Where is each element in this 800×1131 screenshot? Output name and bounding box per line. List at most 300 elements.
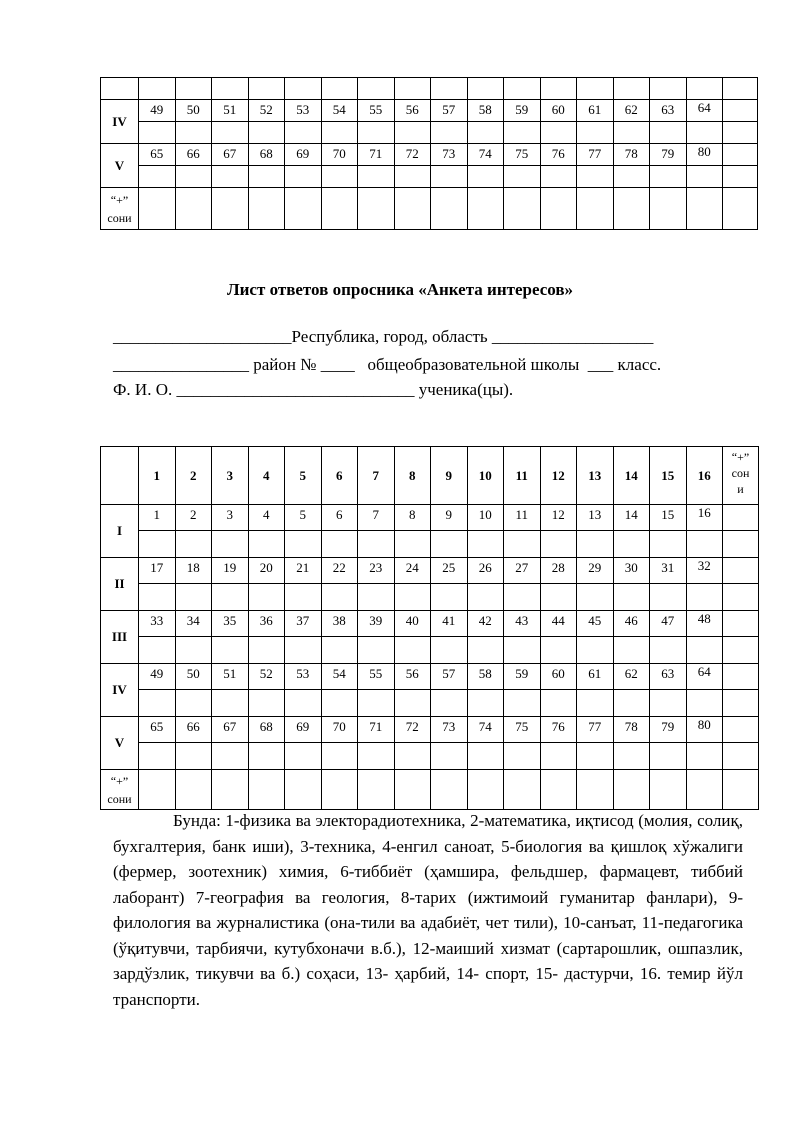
answer-cell[interactable] (613, 166, 650, 188)
answer-cell[interactable] (321, 166, 358, 188)
plus-count-cell[interactable] (248, 188, 285, 230)
answer-cell[interactable] (431, 690, 468, 717)
answer-cell[interactable] (139, 690, 176, 717)
question-number-cell: 39 (358, 611, 395, 637)
question-number-cell: 74 (467, 144, 504, 166)
corner-cell (101, 447, 139, 505)
answer-cell[interactable] (613, 122, 650, 144)
answer-cell[interactable] (212, 122, 249, 144)
answer-cell[interactable] (212, 690, 249, 717)
answer-cell[interactable] (540, 690, 577, 717)
answer-cell[interactable] (212, 637, 249, 664)
answer-cell[interactable] (394, 637, 431, 664)
question-number-cell: 73 (431, 144, 468, 166)
answer-cell[interactable] (321, 122, 358, 144)
question-number-cell: 62 (613, 664, 650, 690)
question-number-cell: 25 (431, 558, 468, 584)
question-number-cell: 31 (650, 558, 687, 584)
answer-cell[interactable] (504, 584, 541, 611)
sum-header-line2: сон (731, 466, 750, 480)
plus-count-cell[interactable] (248, 770, 285, 810)
plus-count-cell[interactable] (358, 770, 395, 810)
answer-cell[interactable] (175, 690, 212, 717)
plus-count-cell[interactable] (467, 770, 504, 810)
plus-count-cell[interactable] (650, 188, 687, 230)
column-header: 5 (285, 447, 322, 505)
row-sum-cell[interactable] (723, 144, 758, 166)
row-label: III (101, 611, 139, 664)
answer-cell[interactable] (686, 531, 723, 558)
plus-count-cell[interactable] (321, 770, 358, 810)
answer-cell[interactable] (723, 743, 759, 770)
answer-cell[interactable] (686, 637, 723, 664)
question-number-cell: 61 (577, 664, 614, 690)
answer-cell[interactable] (577, 122, 614, 144)
question-number-cell: 27 (504, 558, 541, 584)
question-number-cell: 78 (613, 144, 650, 166)
column-header: 13 (577, 447, 614, 505)
question-number-cell: 67 (212, 144, 249, 166)
question-number-cell: 58 (467, 664, 504, 690)
answer-cell[interactable] (248, 584, 285, 611)
plus-count-cell[interactable] (613, 770, 650, 810)
question-number-cell: 4 (248, 505, 285, 531)
answer-row (101, 531, 759, 558)
plus-count-cell[interactable] (139, 770, 176, 810)
answer-cell[interactable] (321, 743, 358, 770)
question-number-cell: 65 (139, 144, 176, 166)
column-header: 6 (321, 447, 358, 505)
sum-column-header (723, 447, 759, 505)
plus-count-cell[interactable] (540, 188, 577, 230)
question-number-cell: 56 (394, 100, 431, 122)
answer-cell[interactable] (321, 637, 358, 664)
answer-row (101, 743, 759, 770)
question-number-cell: 12 (540, 505, 577, 531)
question-number-cell: 69 (285, 717, 322, 743)
answer-cell[interactable] (175, 166, 212, 188)
answer-row (101, 122, 758, 144)
answer-cell[interactable] (139, 743, 176, 770)
answer-cell[interactable] (248, 690, 285, 717)
plus-count-cell[interactable] (467, 188, 504, 230)
row-sum-cell[interactable] (723, 611, 759, 637)
question-number-cell: 13 (577, 505, 614, 531)
question-number-cell: 14 (613, 505, 650, 531)
answer-cell[interactable] (504, 743, 541, 770)
question-number-cell: 61 (577, 100, 614, 122)
answer-cell[interactable] (686, 584, 723, 611)
answer-cell[interactable] (358, 166, 395, 188)
page-title: Лист ответов опросника «Анкета интересов» (226, 280, 574, 299)
question-number-cell: 72 (394, 717, 431, 743)
answer-cell[interactable] (321, 584, 358, 611)
row-label: V (101, 144, 139, 188)
question-number-cell: 49 (139, 100, 176, 122)
answer-cell[interactable] (248, 122, 285, 144)
answer-cell[interactable] (467, 166, 504, 188)
question-number-cell: 42 (467, 611, 504, 637)
main-answer-table (100, 446, 759, 810)
question-number-cell: 50 (175, 664, 212, 690)
plus-count-row (101, 770, 759, 810)
question-number-cell: 44 (540, 611, 577, 637)
answer-cell[interactable] (723, 122, 758, 144)
form-line-name: Ф. И. О. ____________________________ ученика(цы). (113, 380, 514, 399)
table-row (101, 664, 759, 690)
question-number-cell: 71 (358, 144, 395, 166)
answer-cell[interactable] (467, 122, 504, 144)
question-number-cell: 22 (321, 558, 358, 584)
question-number-cell: 7 (358, 505, 395, 531)
answer-cell[interactable] (613, 637, 650, 664)
question-number-cell: 10 (467, 505, 504, 531)
question-number-cell: 77 (577, 717, 614, 743)
column-header: 7 (358, 447, 395, 505)
answer-cell[interactable] (285, 531, 322, 558)
plus-count-cell[interactable] (175, 770, 212, 810)
column-header: 1 (139, 447, 176, 505)
row-sum-cell[interactable] (723, 664, 759, 690)
question-number-cell: 49 (139, 664, 176, 690)
answer-cell[interactable] (650, 743, 687, 770)
question-number-cell: 40 (394, 611, 431, 637)
table-row-header-continued (101, 78, 758, 100)
answer-cell[interactable] (285, 584, 322, 611)
plus-count-label-line2: сони (107, 210, 132, 225)
row-sum-cell[interactable] (723, 717, 759, 743)
plus-count-cell[interactable] (394, 770, 431, 810)
plus-count-cell[interactable] (613, 188, 650, 230)
question-number-cell: 68 (248, 717, 285, 743)
question-number-cell: 64 (686, 664, 723, 690)
answer-cell[interactable] (577, 637, 614, 664)
top-answer-table (100, 77, 758, 230)
answer-cell[interactable] (212, 584, 249, 611)
answer-cell[interactable] (577, 690, 614, 717)
question-number-cell: 53 (285, 100, 322, 122)
answer-cell[interactable] (650, 584, 687, 611)
answer-cell[interactable] (723, 531, 759, 558)
question-number-cell: 80 (686, 144, 723, 166)
answer-cell[interactable] (504, 122, 541, 144)
column-header: 16 (686, 447, 723, 505)
plus-count-cell[interactable] (650, 770, 687, 810)
answer-cell[interactable] (321, 531, 358, 558)
row-sum-cell[interactable] (723, 505, 759, 531)
answer-cell[interactable] (686, 743, 723, 770)
question-number-cell: 15 (650, 505, 687, 531)
question-number-cell: 59 (504, 664, 541, 690)
question-number-cell: 35 (212, 611, 249, 637)
row-sum-cell[interactable] (723, 100, 758, 122)
question-number-cell: 55 (358, 664, 395, 690)
answer-cell[interactable] (285, 166, 322, 188)
answer-cell[interactable] (723, 166, 758, 188)
plus-count-cell[interactable] (431, 188, 468, 230)
answer-cell[interactable] (650, 690, 687, 717)
answer-cell[interactable] (248, 531, 285, 558)
answer-cell[interactable] (285, 637, 322, 664)
plus-count-cell[interactable] (285, 188, 322, 230)
question-number-cell: 5 (285, 505, 322, 531)
question-number-cell: 69 (285, 144, 322, 166)
plus-count-row (101, 188, 758, 230)
question-number-cell: 55 (358, 100, 395, 122)
answer-cell[interactable] (577, 584, 614, 611)
answer-cell[interactable] (686, 122, 723, 144)
answer-cell[interactable] (358, 531, 395, 558)
question-number-cell: 38 (321, 611, 358, 637)
question-number-cell: 46 (613, 611, 650, 637)
answer-cell[interactable] (431, 584, 468, 611)
answer-cell[interactable] (686, 166, 723, 188)
answer-cell[interactable] (212, 531, 249, 558)
plus-count-cell[interactable] (321, 188, 358, 230)
answer-cell[interactable] (431, 531, 468, 558)
answer-cell[interactable] (613, 690, 650, 717)
question-number-cell: 11 (504, 505, 541, 531)
answer-cell[interactable] (285, 690, 322, 717)
plus-count-label-line2: сони (107, 791, 132, 806)
answer-cell[interactable] (285, 122, 322, 144)
answer-cell[interactable] (358, 690, 395, 717)
plus-count-cell[interactable] (540, 770, 577, 810)
row-label: I (101, 505, 139, 558)
question-number-cell: 73 (431, 717, 468, 743)
question-number-cell: 32 (686, 558, 723, 584)
table-row (101, 505, 759, 531)
answer-cell[interactable] (504, 531, 541, 558)
column-header: 11 (504, 447, 541, 505)
column-header: 15 (650, 447, 687, 505)
plus-count-label-line1: “+” (110, 192, 129, 207)
plus-count-cell[interactable] (686, 770, 723, 810)
question-number-cell: 72 (394, 144, 431, 166)
sum-header-line3: и (737, 482, 744, 496)
question-number-cell: 18 (175, 558, 212, 584)
answer-cell[interactable] (248, 743, 285, 770)
answer-cell[interactable] (540, 743, 577, 770)
answer-cell[interactable] (139, 584, 176, 611)
answer-cell[interactable] (175, 531, 212, 558)
answer-cell[interactable] (358, 584, 395, 611)
answer-cell[interactable] (431, 637, 468, 664)
question-number-cell: 51 (212, 100, 249, 122)
answer-cell[interactable] (723, 584, 759, 611)
answer-cell[interactable] (650, 166, 687, 188)
answer-cell[interactable] (467, 690, 504, 717)
question-number-cell: 54 (321, 100, 358, 122)
answer-cell[interactable] (686, 690, 723, 717)
answer-cell[interactable] (321, 690, 358, 717)
question-number-cell: 37 (285, 611, 322, 637)
question-number-cell: 34 (175, 611, 212, 637)
plus-count-cell[interactable] (686, 188, 723, 230)
question-number-cell: 56 (394, 664, 431, 690)
question-number-cell: 70 (321, 144, 358, 166)
question-number-cell: 33 (139, 611, 176, 637)
answer-cell[interactable] (139, 166, 176, 188)
answer-cell[interactable] (175, 743, 212, 770)
plus-count-cell[interactable] (504, 770, 541, 810)
answer-cell[interactable] (248, 166, 285, 188)
question-number-cell: 51 (212, 664, 249, 690)
answer-cell[interactable] (540, 166, 577, 188)
answer-cell[interactable] (394, 584, 431, 611)
question-number-cell: 63 (650, 664, 687, 690)
form-line-region: _____________________Республика, город, область ___________________ (113, 327, 654, 346)
answer-cell[interactable] (577, 743, 614, 770)
subject-legend: Бунда: 1-физика ва электорадиотехника, 2-математика, иқтисод (молия, солиқ, бухгалтерия, банк иши), 3-техника, 4-енгил саноат, 5-биология ва қишлоқ хўжалиги (фермер, зоотехник) химия, 6-тиббиёт (ҳамшира, фельдшер, фармацевт, тиббий лаборант) 7-география ва геология, 8-тарих (ижтимоий гуманитар фанлари), 9-филология ва журналистика (она-тили ва адабиёт, чет тили), 10-санъат, 11-педагогика (ўқитувчи, тарбиячи, кутубхоначи в.б.), 12-маиший хизмат (сартарошлик, ошпазлик, зардўзлик, тикувчи ва б.) соҳаси, 13- ҳарбий, 14- спорт, 15- дастурчи, 16. темир йўл транспорти. (113, 811, 743, 1009)
answer-cell[interactable] (577, 531, 614, 558)
plus-count-cell[interactable] (285, 770, 322, 810)
question-number-cell: 1 (139, 505, 176, 531)
question-number-cell: 63 (650, 100, 687, 122)
answer-cell[interactable] (175, 637, 212, 664)
answer-cell[interactable] (358, 743, 395, 770)
form-line-district: ________________ район № ____ общеобразовательной школы ___ класс. (113, 355, 662, 374)
plus-count-cell[interactable] (175, 188, 212, 230)
row-label: II (101, 558, 139, 611)
sum-header-line1: “+” (731, 450, 750, 464)
answer-cell[interactable] (467, 584, 504, 611)
question-number-cell: 71 (358, 717, 395, 743)
table-row (101, 558, 759, 584)
answer-cell[interactable] (723, 690, 759, 717)
question-number-cell: 26 (467, 558, 504, 584)
plus-count-cell[interactable] (504, 188, 541, 230)
question-number-cell: 45 (577, 611, 614, 637)
answer-cell[interactable] (467, 637, 504, 664)
answer-cell[interactable] (431, 743, 468, 770)
question-number-cell: 28 (540, 558, 577, 584)
question-number-cell: 24 (394, 558, 431, 584)
answer-cell[interactable] (723, 637, 759, 664)
column-header: 9 (431, 447, 468, 505)
table-row (101, 717, 759, 743)
answer-cell[interactable] (613, 531, 650, 558)
question-number-cell: 19 (212, 558, 249, 584)
question-number-cell: 74 (467, 717, 504, 743)
answer-cell[interactable] (504, 166, 541, 188)
question-number-cell: 50 (175, 100, 212, 122)
question-number-cell: 43 (504, 611, 541, 637)
plus-count-cell[interactable] (212, 770, 249, 810)
answer-cell[interactable] (577, 166, 614, 188)
answer-cell[interactable] (285, 743, 322, 770)
question-number-cell: 29 (577, 558, 614, 584)
answer-cell[interactable] (504, 637, 541, 664)
answer-cell[interactable] (139, 531, 176, 558)
column-header: 4 (248, 447, 285, 505)
column-header-row (101, 447, 759, 505)
question-number-cell: 65 (139, 717, 176, 743)
answer-row (101, 690, 759, 717)
plus-count-label (101, 770, 139, 810)
question-number-cell: 58 (467, 100, 504, 122)
answer-cell[interactable] (613, 584, 650, 611)
answer-cell[interactable] (358, 637, 395, 664)
question-number-cell: 8 (394, 505, 431, 531)
column-header: 12 (540, 447, 577, 505)
row-label: V (101, 717, 139, 770)
answer-cell[interactable] (540, 122, 577, 144)
answer-cell[interactable] (504, 690, 541, 717)
answer-cell[interactable] (467, 743, 504, 770)
question-number-cell: 54 (321, 664, 358, 690)
column-header: 10 (467, 447, 504, 505)
plus-count-cell[interactable] (723, 770, 759, 810)
answer-cell[interactable] (650, 531, 687, 558)
plus-count-cell[interactable] (139, 188, 176, 230)
answer-cell[interactable] (175, 122, 212, 144)
answer-cell[interactable] (613, 743, 650, 770)
question-number-cell: 9 (431, 505, 468, 531)
answer-row (101, 166, 758, 188)
answer-cell[interactable] (358, 122, 395, 144)
answer-cell[interactable] (650, 637, 687, 664)
answer-cell[interactable] (394, 122, 431, 144)
plus-count-cell[interactable] (394, 188, 431, 230)
plus-count-cell[interactable] (723, 188, 758, 230)
question-number-cell: 36 (248, 611, 285, 637)
question-number-cell: 75 (504, 717, 541, 743)
question-number-cell: 6 (321, 505, 358, 531)
question-number-cell: 66 (175, 144, 212, 166)
row-sum-cell[interactable] (723, 558, 759, 584)
plus-count-cell[interactable] (577, 770, 614, 810)
answer-row (101, 584, 759, 611)
answer-cell[interactable] (431, 166, 468, 188)
table-row (101, 144, 758, 166)
question-number-cell: 57 (431, 664, 468, 690)
question-number-cell: 47 (650, 611, 687, 637)
answer-cell[interactable] (175, 584, 212, 611)
answer-cell[interactable] (540, 637, 577, 664)
plus-count-cell[interactable] (431, 770, 468, 810)
answer-row (101, 637, 759, 664)
answer-cell[interactable] (540, 584, 577, 611)
answer-cell[interactable] (248, 637, 285, 664)
row-label: IV (101, 664, 139, 717)
table-row (101, 611, 759, 637)
answer-cell[interactable] (394, 166, 431, 188)
question-number-cell: 23 (358, 558, 395, 584)
answer-cell[interactable] (212, 166, 249, 188)
plus-count-label (101, 188, 139, 230)
answer-cell[interactable] (394, 743, 431, 770)
answer-cell[interactable] (139, 637, 176, 664)
answer-cell[interactable] (394, 531, 431, 558)
question-number-cell: 76 (540, 717, 577, 743)
question-number-cell: 80 (686, 717, 723, 743)
question-number-cell: 60 (540, 100, 577, 122)
answer-cell[interactable] (431, 122, 468, 144)
answer-cell[interactable] (650, 122, 687, 144)
question-number-cell: 62 (613, 100, 650, 122)
answer-cell[interactable] (212, 743, 249, 770)
question-number-cell: 2 (175, 505, 212, 531)
plus-count-cell[interactable] (358, 188, 395, 230)
answer-cell[interactable] (467, 531, 504, 558)
plus-count-cell[interactable] (577, 188, 614, 230)
plus-count-cell[interactable] (212, 188, 249, 230)
answer-cell[interactable] (139, 122, 176, 144)
question-number-cell: 70 (321, 717, 358, 743)
answer-cell[interactable] (540, 531, 577, 558)
answer-cell[interactable] (394, 690, 431, 717)
